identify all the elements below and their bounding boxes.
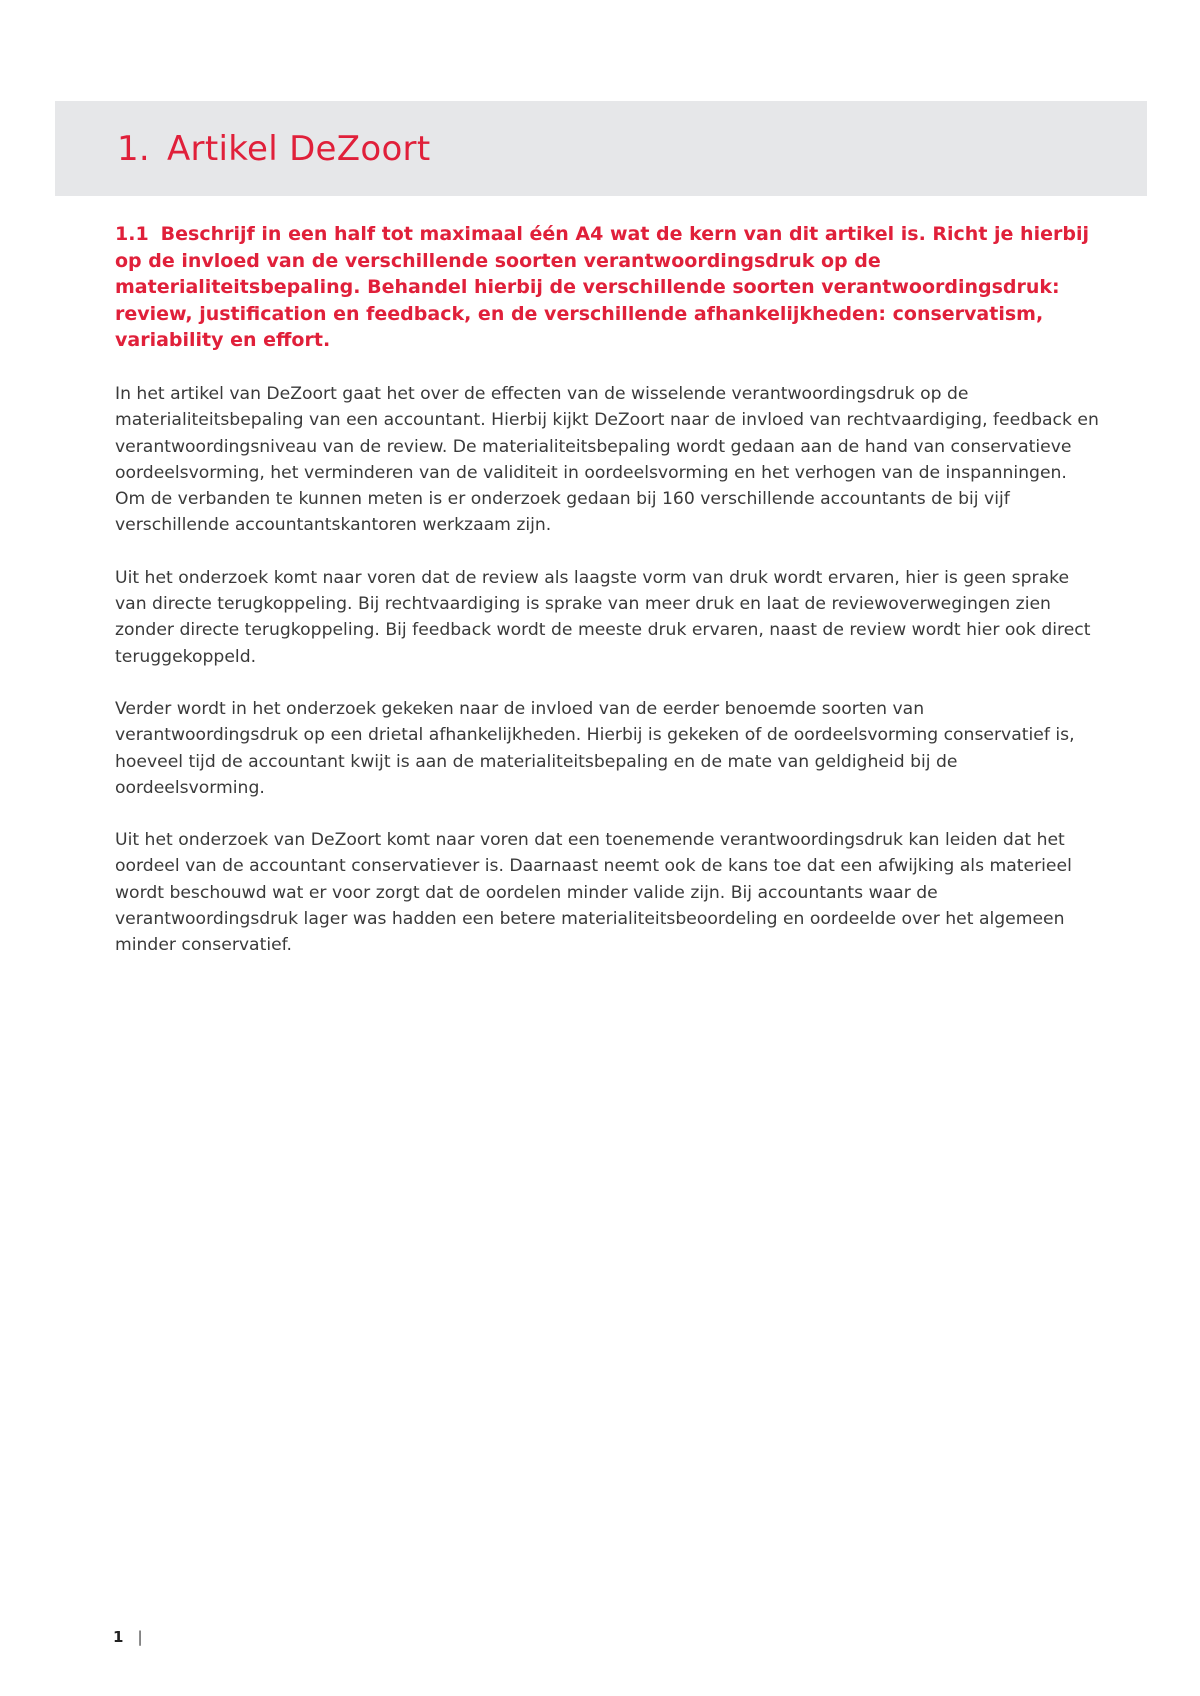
- question-heading: [115, 221, 1095, 354]
- answer-body: [115, 381, 1100, 985]
- chapter-header-band: [55, 101, 1147, 196]
- chapter-number: 1.: [117, 129, 151, 169]
- chapter-title-text: Artikel DeZoort: [167, 129, 431, 169]
- paragraph-3: Verder wordt in het onderzoek gekeken naar de invloed van de eerder benoemde soorten van verantwoordingsdruk op een drietal afhankelijkheden. Hierbij is gekeken of de oordeelsvorming conservatief is, hoeveel tijd de accountant kwijt is aan de materialiteitsbepaling en de mate van geldigheid bij de oordeelsvorming.: [115, 698, 1075, 798]
- page-footer: [113, 1628, 143, 1646]
- paragraph-4: Uit het onderzoek van DeZoort komt naar voren dat een toenemende verantwoordingsdruk kan leiden dat het oordeel van de accountant conservatiever is. Daarnaast neemt ook de kans toe dat een afwijking als materieel wordt beschouwd wat er voor zorgt dat de oordelen minder valide zijn. Bij accountants waar de verantwoordingsdruk lager was hadden een betere materialiteitsbeoordeling en oordeelde over het algemeen minder conservatief.: [115, 830, 1072, 956]
- paragraph-1: In het artikel van DeZoort gaat het over de effecten van de wisselende verantwoordingsdruk op de materialiteitsbepaling van een accountant. Hierbij kijkt DeZoort naar de invloed van rechtvaardiging, feedback en verantwoordingsniveau van de review. De materialiteitsbepaling wordt gedaan aan de hand van conservatieve oordeelsvorming, het verminderen van de validiteit in oordeelsvorming en het verhogen van de inspanningen. Om de verbanden te kunnen meten is er onderzoek gedaan bij 160 verschillende accountants de bij vijf verschillende accountantskantoren werkzaam zijn.: [115, 384, 1099, 536]
- question-text: Beschrijf in een half tot maximaal één A4 wat de kern van dit artikel is. Richt je hierbij op de invloed van de verschillende soorten verantwoordingsdruk op de materialiteitsbepaling. Behandel hierbij de verschillende soorten verantwoordingsdruk: review, justification en feedback, en de verschillende afhankelijkheden: conservatism, variability en effort.: [115, 223, 1089, 351]
- question-number: 1.1: [115, 223, 149, 245]
- paragraph-2: Uit het onderzoek komt naar voren dat de review als laagste vorm van druk wordt ervaren, hier is geen sprake van directe terugkoppeling. Bij rechtvaardiging is sprake van meer druk en laat de reviewoverwegingen zien zonder directe terugkoppeling. Bij feedback wordt de meeste druk ervaren, naast de review wordt hier ook direct teruggekoppeld.: [115, 567, 1091, 667]
- page-number: 1: [113, 1628, 124, 1646]
- chapter-title: [117, 129, 430, 169]
- footer-separator: |: [137, 1628, 143, 1646]
